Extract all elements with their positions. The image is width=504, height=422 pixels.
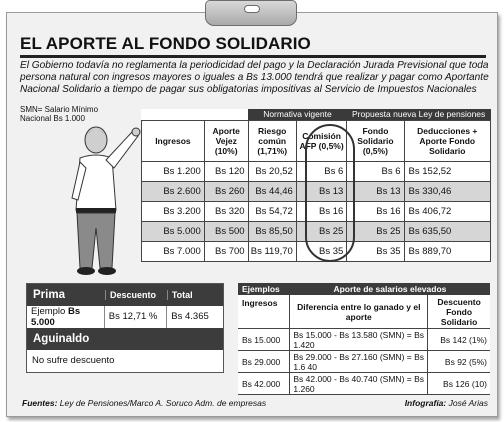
examples-table — [238, 283, 490, 395]
cell-riesgo: Bs 44,46 — [248, 182, 296, 202]
ex-cell-ingresos: Bs 42.000 — [238, 373, 290, 395]
examples-label: Ejemplos — [242, 284, 280, 294]
cell-riesgo: Bs 54,72 — [248, 202, 296, 222]
col-riesgo-comun: Riesgo común (1,71%) — [248, 121, 296, 162]
col-fondo-solidario: Fondo Solidario (0,5%) — [347, 121, 404, 162]
aguinaldo-header: Aguinaldo — [27, 328, 223, 350]
table-row — [238, 329, 490, 351]
ex-cell-pct: (10) — [471, 378, 487, 389]
examples-group-header: Aporte de salarios elevados — [333, 284, 447, 294]
cell-ingresos: Bs 7.000 — [142, 242, 205, 262]
cell-aporte: Bs 320 — [204, 202, 248, 222]
ex-cell-pct: (1%) — [469, 334, 487, 345]
cell-fondo: Bs 35 — [347, 242, 404, 262]
table-row — [142, 222, 491, 242]
ex-cell-pct: (5%) — [469, 356, 487, 367]
cell-fondo: Bs 6 — [347, 162, 404, 182]
credit-text: José Arias — [448, 398, 488, 408]
prima-example-amount: Bs 5.000 — [31, 306, 81, 328]
sources-text: Ley de Pensiones/Marco A. Soruco Adm. de empresas — [59, 398, 267, 408]
cell-comision: Bs 6 — [296, 162, 346, 182]
cell-aporte: Bs 260 — [204, 182, 248, 202]
prima-example-row — [27, 306, 223, 328]
examples-col-diferencia: Diferencia entre lo ganado y el aporte — [290, 295, 428, 329]
table-row — [142, 182, 491, 202]
cell-riesgo: Bs 85,50 — [248, 222, 296, 242]
clip-hole — [244, 5, 260, 13]
ex-cell-diferencia: Bs 42.000 - Bs 40.740 (SMN) = Bs 1.260 — [290, 373, 428, 395]
ex-cell-ingresos: Bs 15.000 — [238, 329, 290, 351]
man-pointing-illustration — [40, 118, 150, 278]
ex-cell-diferencia: Bs 15.000 - Bs 13.580 (SMN) = Bs 1.420 — [290, 329, 428, 351]
prima-col-descuento: Descuento — [105, 290, 167, 300]
cell-comision: Bs 16 — [296, 202, 346, 222]
cell-riesgo: Bs 20,52 — [248, 162, 296, 182]
intro-text: El Gobierno todavía no reglamenta la periodicidad del pago y la Declaración Jurada Previsional que toda persona natural con ingresos mayores o iguales a Bs 13.000 tendrá que realizar y pagar como Aportante Nacional Solidario a tiempo de pagar sus obligatorias impositivas al Servicio de Impuestos Nacionales — [20, 60, 489, 95]
table-row — [142, 162, 491, 182]
ex-cell-ingresos: Bs 29.000 — [238, 351, 290, 373]
cell-riesgo: Bs 119,70 — [248, 242, 296, 262]
cell-aporte: Bs 700 — [204, 242, 248, 262]
ex-cell-descuento: Bs 92 — [444, 356, 467, 367]
col-ingresos: Ingresos — [142, 121, 205, 162]
cell-comision: Bs 35 — [296, 242, 346, 262]
title-rule — [20, 55, 486, 58]
group-header-proposal: Propuesta nueva Ley de pensiones — [347, 109, 491, 121]
prima-col-total: Total — [167, 290, 223, 300]
examples-col-ingresos: Ingresos — [238, 295, 290, 329]
ex-cell-diferencia: Bs 29.000 - Bs 27.160 (SMN) = Bs 1.6 40 — [290, 351, 428, 373]
col-aporte-vejez: Aporte Vejez (10%) — [204, 121, 248, 162]
cell-comision: Bs 13 — [296, 182, 346, 202]
cell-ingresos: Bs 5.000 — [142, 222, 205, 242]
sources-label: Fuentes: — [22, 398, 58, 408]
smn-note: SMN= Salario Mínimo Nacional Bs 1.000 — [20, 105, 99, 123]
prima-example-label: Ejemplo — [31, 306, 66, 317]
prima-aguinaldo-box — [26, 283, 224, 373]
cell-deducciones: Bs 635,50 — [404, 222, 490, 242]
cell-aporte: Bs 120 — [204, 162, 248, 182]
cell-fondo: Bs 25 — [347, 222, 404, 242]
cell-fondo: Bs 13 — [347, 182, 404, 202]
table-row — [142, 242, 491, 262]
cell-ingresos: Bs 2.600 — [142, 182, 205, 202]
cell-fondo: Bs 16 — [347, 202, 404, 222]
ex-cell-descuento: Bs 126 — [443, 378, 470, 389]
cell-deducciones: Bs 152,52 — [404, 162, 490, 182]
table-row — [238, 373, 490, 395]
prima-descuento-value: Bs 12,71 % — [104, 306, 166, 328]
group-header-current: Normativa vigente — [248, 109, 347, 121]
infographic-title: EL APORTE AL FONDO SOLIDARIO — [20, 34, 311, 53]
cell-deducciones: Bs 406,72 — [404, 202, 490, 222]
cell-deducciones: Bs 330,46 — [404, 182, 490, 202]
aguinaldo-note: No sufre descuento — [32, 355, 115, 366]
prima-label: Prima — [33, 289, 65, 301]
cell-deducciones: Bs 889,70 — [404, 242, 490, 262]
contributions-table — [141, 109, 491, 262]
cell-ingresos: Bs 3.200 — [142, 202, 205, 222]
examples-col-descuento: Descuento Fondo Solidario — [428, 295, 490, 329]
prima-header — [27, 284, 223, 306]
col-comision-afp: Comisión AFP (0,5%) — [296, 121, 346, 162]
cell-aporte: Bs 500 — [204, 222, 248, 242]
cell-comision: Bs 25 — [296, 222, 346, 242]
table-row — [142, 202, 491, 222]
credit-label: Infografía: — [404, 398, 447, 408]
clipboard-clip — [205, 0, 297, 26]
prima-total-value: Bs 4.365 — [166, 306, 223, 328]
table-row — [238, 351, 490, 373]
ex-cell-descuento: Bs 142 — [440, 334, 467, 345]
cell-ingresos: Bs 1.200 — [142, 162, 205, 182]
col-deducciones: Deducciones + Aporte Fondo Solidario — [404, 121, 490, 162]
